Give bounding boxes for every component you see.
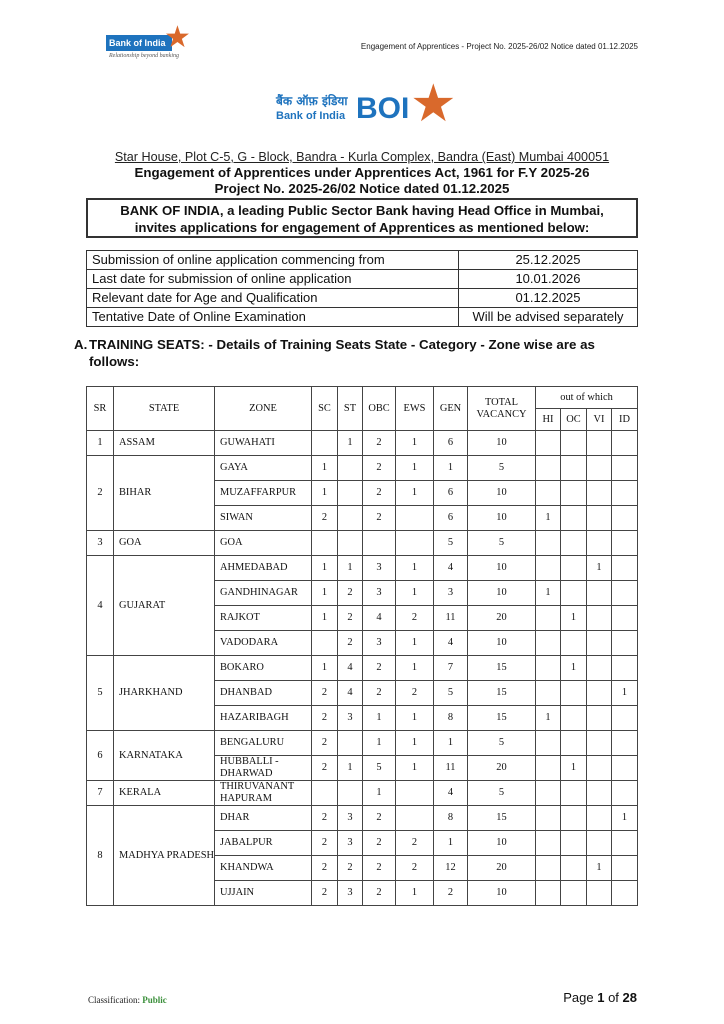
bank-of-india-logo bbox=[276, 75, 457, 138]
cell-oc bbox=[561, 581, 587, 606]
star-icon: ★ bbox=[164, 21, 191, 54]
date-row bbox=[87, 270, 638, 289]
cell-ews: 1 bbox=[396, 706, 434, 731]
cell-sc: 1 bbox=[312, 556, 338, 581]
cell-id bbox=[612, 481, 638, 506]
cell-oc: 1 bbox=[561, 756, 587, 781]
cell-oc: 1 bbox=[561, 606, 587, 631]
cell-obc: 2 bbox=[363, 481, 396, 506]
cell-total: 10 bbox=[468, 431, 536, 456]
cell-oc bbox=[561, 806, 587, 831]
cell-oc bbox=[561, 456, 587, 481]
cell-zone: HUBBALLI - DHARWAD bbox=[215, 756, 312, 781]
cell-sc: 2 bbox=[312, 806, 338, 831]
cell-st: 3 bbox=[338, 881, 363, 906]
logo-english-text: Bank of India bbox=[276, 110, 346, 122]
cell-state: GUJARAT bbox=[114, 556, 215, 656]
cell-sc: 2 bbox=[312, 731, 338, 756]
cell-oc bbox=[561, 831, 587, 856]
cell-total: 15 bbox=[468, 681, 536, 706]
header-obc: OBC bbox=[363, 387, 396, 431]
cell-gen: 5 bbox=[434, 531, 468, 556]
cell-gen: 4 bbox=[434, 631, 468, 656]
cell-oc bbox=[561, 431, 587, 456]
cell-total: 20 bbox=[468, 756, 536, 781]
cell-zone: MUZAFFARPUR bbox=[215, 481, 312, 506]
cell-st: 3 bbox=[338, 706, 363, 731]
cell-id bbox=[612, 431, 638, 456]
date-label: Last date for submission of online application bbox=[87, 270, 459, 289]
cell-hi bbox=[536, 431, 561, 456]
date-value: 25.12.2025 bbox=[459, 251, 638, 270]
header-hi: HI bbox=[536, 409, 561, 431]
cell-sc: 1 bbox=[312, 656, 338, 681]
cell-zone: BENGALURU bbox=[215, 731, 312, 756]
logo-small-wordmark: Bank of India bbox=[106, 35, 172, 51]
cell-vi bbox=[587, 481, 612, 506]
cell-id bbox=[612, 531, 638, 556]
cell-total: 5 bbox=[468, 531, 536, 556]
date-value: 10.01.2026 bbox=[459, 270, 638, 289]
cell-state: MADHYA PRADESH bbox=[114, 806, 215, 906]
cell-zone: BOKARO bbox=[215, 656, 312, 681]
cell-oc: 1 bbox=[561, 656, 587, 681]
cell-sc bbox=[312, 631, 338, 656]
cell-obc: 2 bbox=[363, 806, 396, 831]
cell-oc bbox=[561, 706, 587, 731]
cell-hi bbox=[536, 556, 561, 581]
cell-ews bbox=[396, 781, 434, 806]
cell-total: 10 bbox=[468, 831, 536, 856]
page-current: 1 bbox=[597, 990, 605, 1005]
cell-zone: JABALPUR bbox=[215, 831, 312, 856]
important-dates-table bbox=[86, 250, 638, 327]
page-number bbox=[563, 990, 637, 1005]
date-label: Tentative Date of Online Examination bbox=[87, 308, 459, 327]
intro-box bbox=[86, 198, 638, 238]
table-row bbox=[87, 656, 638, 681]
cell-gen: 1 bbox=[434, 831, 468, 856]
cell-obc: 1 bbox=[363, 731, 396, 756]
cell-state: BIHAR bbox=[114, 456, 215, 531]
cell-obc: 2 bbox=[363, 881, 396, 906]
cell-st: 2 bbox=[338, 606, 363, 631]
cell-obc: 3 bbox=[363, 581, 396, 606]
cell-id bbox=[612, 631, 638, 656]
cell-oc bbox=[561, 506, 587, 531]
header-st: ST bbox=[338, 387, 363, 431]
cell-total: 20 bbox=[468, 606, 536, 631]
cell-sc: 1 bbox=[312, 456, 338, 481]
cell-hi bbox=[536, 781, 561, 806]
cell-sr: 5 bbox=[87, 656, 114, 731]
cell-hi: 1 bbox=[536, 706, 561, 731]
cell-id bbox=[612, 756, 638, 781]
head-office-address: Star House, Plot C-5, G - Block, Bandra - Kurla Complex, Bandra (East) Mumbai 400051 bbox=[114, 150, 610, 164]
cell-ews: 2 bbox=[396, 681, 434, 706]
cell-vi: 1 bbox=[587, 556, 612, 581]
cell-zone: GOA bbox=[215, 531, 312, 556]
cell-st bbox=[338, 506, 363, 531]
cell-hi bbox=[536, 806, 561, 831]
cell-gen: 6 bbox=[434, 506, 468, 531]
cell-vi bbox=[587, 881, 612, 906]
cell-total: 10 bbox=[468, 881, 536, 906]
cell-ews: 1 bbox=[396, 456, 434, 481]
cell-vi bbox=[587, 606, 612, 631]
cell-gen: 6 bbox=[434, 431, 468, 456]
cell-obc: 5 bbox=[363, 756, 396, 781]
logo-hindi-text: बैंक ऑफ़ इंडिया bbox=[276, 94, 348, 108]
section-heading-text: TRAINING SEATS: - Details of Training Seats State - Category - Zone wise are as follows: bbox=[89, 337, 595, 369]
cell-sc: 1 bbox=[312, 606, 338, 631]
cell-ews: 1 bbox=[396, 731, 434, 756]
cell-sr: 7 bbox=[87, 781, 114, 806]
notice-title: Engagement of Apprentices under Apprentices Act, 1961 for F.Y 2025-26 bbox=[134, 165, 590, 180]
cell-gen: 11 bbox=[434, 756, 468, 781]
table-row bbox=[87, 531, 638, 556]
cell-vi bbox=[587, 756, 612, 781]
cell-id bbox=[612, 606, 638, 631]
cell-ews: 1 bbox=[396, 881, 434, 906]
cell-gen: 2 bbox=[434, 881, 468, 906]
cell-oc bbox=[561, 481, 587, 506]
cell-sc: 1 bbox=[312, 481, 338, 506]
intro-line-2: invites applications for engagement of Apprentices as mentioned below: bbox=[134, 220, 590, 235]
table-row bbox=[87, 781, 638, 806]
cell-oc bbox=[561, 881, 587, 906]
header-state: STATE bbox=[114, 387, 215, 431]
cell-id bbox=[612, 581, 638, 606]
table-row bbox=[87, 731, 638, 756]
header-id: ID bbox=[612, 409, 638, 431]
cell-gen: 1 bbox=[434, 731, 468, 756]
cell-sr: 2 bbox=[87, 456, 114, 531]
cell-vi bbox=[587, 431, 612, 456]
cell-obc: 3 bbox=[363, 556, 396, 581]
logo-boi-mark: BOI bbox=[356, 92, 410, 125]
cell-zone: AHMEDABAD bbox=[215, 556, 312, 581]
cell-vi: 1 bbox=[587, 856, 612, 881]
cell-id bbox=[612, 831, 638, 856]
cell-sc bbox=[312, 781, 338, 806]
cell-zone: UJJAIN bbox=[215, 881, 312, 906]
cell-ews: 1 bbox=[396, 431, 434, 456]
cell-ews: 1 bbox=[396, 556, 434, 581]
header-out-of-which: out of which bbox=[536, 387, 638, 409]
cell-zone: SIWAN bbox=[215, 506, 312, 531]
cell-st: 2 bbox=[338, 631, 363, 656]
cell-oc bbox=[561, 856, 587, 881]
cell-st: 4 bbox=[338, 681, 363, 706]
cell-total: 5 bbox=[468, 731, 536, 756]
cell-hi bbox=[536, 756, 561, 781]
star-icon: ★ bbox=[410, 75, 457, 133]
cell-vi bbox=[587, 781, 612, 806]
cell-ews: 1 bbox=[396, 481, 434, 506]
date-row bbox=[87, 289, 638, 308]
cell-ews bbox=[396, 531, 434, 556]
date-row bbox=[87, 251, 638, 270]
bank-of-india-logo-small bbox=[106, 23, 191, 63]
cell-obc: 2 bbox=[363, 856, 396, 881]
cell-st bbox=[338, 781, 363, 806]
cell-sr: 8 bbox=[87, 806, 114, 906]
cell-sr: 6 bbox=[87, 731, 114, 781]
cell-st: 1 bbox=[338, 431, 363, 456]
cell-hi bbox=[536, 456, 561, 481]
cell-zone: DHANBAD bbox=[215, 681, 312, 706]
cell-state: KERALA bbox=[114, 781, 215, 806]
cell-zone: VADODARA bbox=[215, 631, 312, 656]
cell-ews bbox=[396, 506, 434, 531]
cell-hi bbox=[536, 681, 561, 706]
cell-vi bbox=[587, 681, 612, 706]
cell-ews: 2 bbox=[396, 831, 434, 856]
cell-zone: THIRUVANANT HAPURAM bbox=[215, 781, 312, 806]
cell-st: 1 bbox=[338, 556, 363, 581]
table-row bbox=[87, 556, 638, 581]
cell-oc bbox=[561, 731, 587, 756]
header-total-vacancy: TOTAL VACANCY bbox=[468, 387, 536, 431]
cell-ews: 1 bbox=[396, 756, 434, 781]
cell-obc: 2 bbox=[363, 431, 396, 456]
cell-total: 15 bbox=[468, 806, 536, 831]
cell-st: 2 bbox=[338, 856, 363, 881]
cell-vi bbox=[587, 831, 612, 856]
cell-ews: 2 bbox=[396, 856, 434, 881]
cell-st: 2 bbox=[338, 581, 363, 606]
header-oc: OC bbox=[561, 409, 587, 431]
cell-gen: 6 bbox=[434, 481, 468, 506]
date-label: Relevant date for Age and Qualification bbox=[87, 289, 459, 308]
classification-value: Public bbox=[142, 995, 167, 1005]
cell-id bbox=[612, 706, 638, 731]
header-sr: SR bbox=[87, 387, 114, 431]
cell-id bbox=[612, 656, 638, 681]
date-value: Will be advised separately bbox=[459, 308, 638, 327]
cell-obc: 3 bbox=[363, 631, 396, 656]
cell-st: 3 bbox=[338, 806, 363, 831]
cell-vi bbox=[587, 656, 612, 681]
cell-id: 1 bbox=[612, 806, 638, 831]
cell-zone: HAZARIBAGH bbox=[215, 706, 312, 731]
cell-hi bbox=[536, 831, 561, 856]
cell-obc: 2 bbox=[363, 456, 396, 481]
cell-vi bbox=[587, 531, 612, 556]
cell-sc: 2 bbox=[312, 756, 338, 781]
cell-hi bbox=[536, 731, 561, 756]
cell-vi bbox=[587, 456, 612, 481]
cell-obc: 1 bbox=[363, 781, 396, 806]
cell-oc bbox=[561, 681, 587, 706]
cell-gen: 4 bbox=[434, 556, 468, 581]
training-seats-table bbox=[86, 386, 638, 906]
cell-vi bbox=[587, 806, 612, 831]
cell-ews: 1 bbox=[396, 631, 434, 656]
cell-sc: 2 bbox=[312, 681, 338, 706]
cell-sc bbox=[312, 531, 338, 556]
classification bbox=[88, 995, 167, 1005]
cell-obc bbox=[363, 531, 396, 556]
cell-gen: 12 bbox=[434, 856, 468, 881]
cell-st: 1 bbox=[338, 756, 363, 781]
cell-total: 10 bbox=[468, 631, 536, 656]
cell-st bbox=[338, 531, 363, 556]
cell-sc bbox=[312, 431, 338, 456]
cell-gen: 3 bbox=[434, 581, 468, 606]
cell-gen: 1 bbox=[434, 456, 468, 481]
cell-obc: 2 bbox=[363, 681, 396, 706]
cell-oc bbox=[561, 631, 587, 656]
cell-total: 10 bbox=[468, 481, 536, 506]
cell-total: 5 bbox=[468, 456, 536, 481]
cell-vi bbox=[587, 506, 612, 531]
cell-oc bbox=[561, 781, 587, 806]
cell-ews: 1 bbox=[396, 656, 434, 681]
cell-sc: 2 bbox=[312, 706, 338, 731]
header-ews: EWS bbox=[396, 387, 434, 431]
cell-st bbox=[338, 481, 363, 506]
table-row bbox=[87, 806, 638, 831]
cell-total: 20 bbox=[468, 856, 536, 881]
cell-zone: GANDHINAGAR bbox=[215, 581, 312, 606]
cell-obc: 2 bbox=[363, 506, 396, 531]
header-zone: ZONE bbox=[215, 387, 312, 431]
cell-oc bbox=[561, 531, 587, 556]
cell-sr: 3 bbox=[87, 531, 114, 556]
date-row bbox=[87, 308, 638, 327]
cell-vi bbox=[587, 706, 612, 731]
cell-total: 5 bbox=[468, 781, 536, 806]
section-label: A. bbox=[74, 337, 88, 352]
cell-id bbox=[612, 856, 638, 881]
cell-zone: KHANDWA bbox=[215, 856, 312, 881]
cell-total: 10 bbox=[468, 506, 536, 531]
header-sc: SC bbox=[312, 387, 338, 431]
cell-oc bbox=[561, 556, 587, 581]
cell-sr: 1 bbox=[87, 431, 114, 456]
cell-id bbox=[612, 781, 638, 806]
cell-gen: 5 bbox=[434, 681, 468, 706]
intro-line-1: BANK OF INDIA, a leading Public Sector Bank having Head Office in Mumbai, bbox=[120, 203, 604, 218]
cell-vi bbox=[587, 631, 612, 656]
cell-total: 15 bbox=[468, 656, 536, 681]
cell-zone: DHAR bbox=[215, 806, 312, 831]
cell-ews bbox=[396, 806, 434, 831]
cell-zone: RAJKOT bbox=[215, 606, 312, 631]
cell-st bbox=[338, 731, 363, 756]
cell-hi: 1 bbox=[536, 581, 561, 606]
cell-sc: 2 bbox=[312, 856, 338, 881]
table-row bbox=[87, 456, 638, 481]
cell-state: ASSAM bbox=[114, 431, 215, 456]
cell-state: JHARKHAND bbox=[114, 656, 215, 731]
cell-state: KARNATAKA bbox=[114, 731, 215, 781]
cell-state: GOA bbox=[114, 531, 215, 556]
date-value: 01.12.2025 bbox=[459, 289, 638, 308]
cell-id bbox=[612, 556, 638, 581]
cell-sc: 2 bbox=[312, 831, 338, 856]
cell-total: 15 bbox=[468, 706, 536, 731]
notice-subtitle: Project No. 2025-26/02 Notice dated 01.12.2025 bbox=[214, 181, 510, 196]
cell-zone: GUWAHATI bbox=[215, 431, 312, 456]
cell-gen: 11 bbox=[434, 606, 468, 631]
cell-hi bbox=[536, 656, 561, 681]
cell-hi bbox=[536, 481, 561, 506]
cell-gen: 8 bbox=[434, 806, 468, 831]
cell-total: 10 bbox=[468, 556, 536, 581]
cell-st: 3 bbox=[338, 831, 363, 856]
cell-hi: 1 bbox=[536, 506, 561, 531]
logo-small-tagline: Relationship beyond banking bbox=[109, 53, 179, 59]
page-of: of bbox=[608, 990, 619, 1005]
cell-sc: 1 bbox=[312, 581, 338, 606]
page-total: 28 bbox=[622, 990, 637, 1005]
cell-vi bbox=[587, 581, 612, 606]
cell-sc: 2 bbox=[312, 881, 338, 906]
cell-hi bbox=[536, 631, 561, 656]
cell-obc: 1 bbox=[363, 706, 396, 731]
cell-id bbox=[612, 731, 638, 756]
cell-vi bbox=[587, 731, 612, 756]
cell-st: 4 bbox=[338, 656, 363, 681]
cell-obc: 4 bbox=[363, 606, 396, 631]
running-header-title: Engagement of Apprentices - Project No. 2025-26/02 Notice dated 01.12.2025 bbox=[360, 42, 638, 51]
cell-zone: GAYA bbox=[215, 456, 312, 481]
date-label: Submission of online application commencing from bbox=[87, 251, 459, 270]
cell-ews: 1 bbox=[396, 581, 434, 606]
cell-obc: 2 bbox=[363, 831, 396, 856]
cell-hi bbox=[536, 856, 561, 881]
cell-hi bbox=[536, 606, 561, 631]
cell-id bbox=[612, 506, 638, 531]
cell-id bbox=[612, 881, 638, 906]
page-word: Page bbox=[563, 990, 594, 1005]
cell-sc: 2 bbox=[312, 506, 338, 531]
classification-label: Classification: bbox=[88, 995, 140, 1005]
cell-gen: 8 bbox=[434, 706, 468, 731]
cell-id: 1 bbox=[612, 681, 638, 706]
cell-st bbox=[338, 456, 363, 481]
table-row bbox=[87, 431, 638, 456]
cell-sr: 4 bbox=[87, 556, 114, 656]
header-gen: GEN bbox=[434, 387, 468, 431]
cell-hi bbox=[536, 881, 561, 906]
cell-id bbox=[612, 456, 638, 481]
header-vi: VI bbox=[587, 409, 612, 431]
cell-ews: 2 bbox=[396, 606, 434, 631]
cell-gen: 7 bbox=[434, 656, 468, 681]
cell-hi bbox=[536, 531, 561, 556]
cell-total: 10 bbox=[468, 581, 536, 606]
cell-obc: 2 bbox=[363, 656, 396, 681]
cell-gen: 4 bbox=[434, 781, 468, 806]
